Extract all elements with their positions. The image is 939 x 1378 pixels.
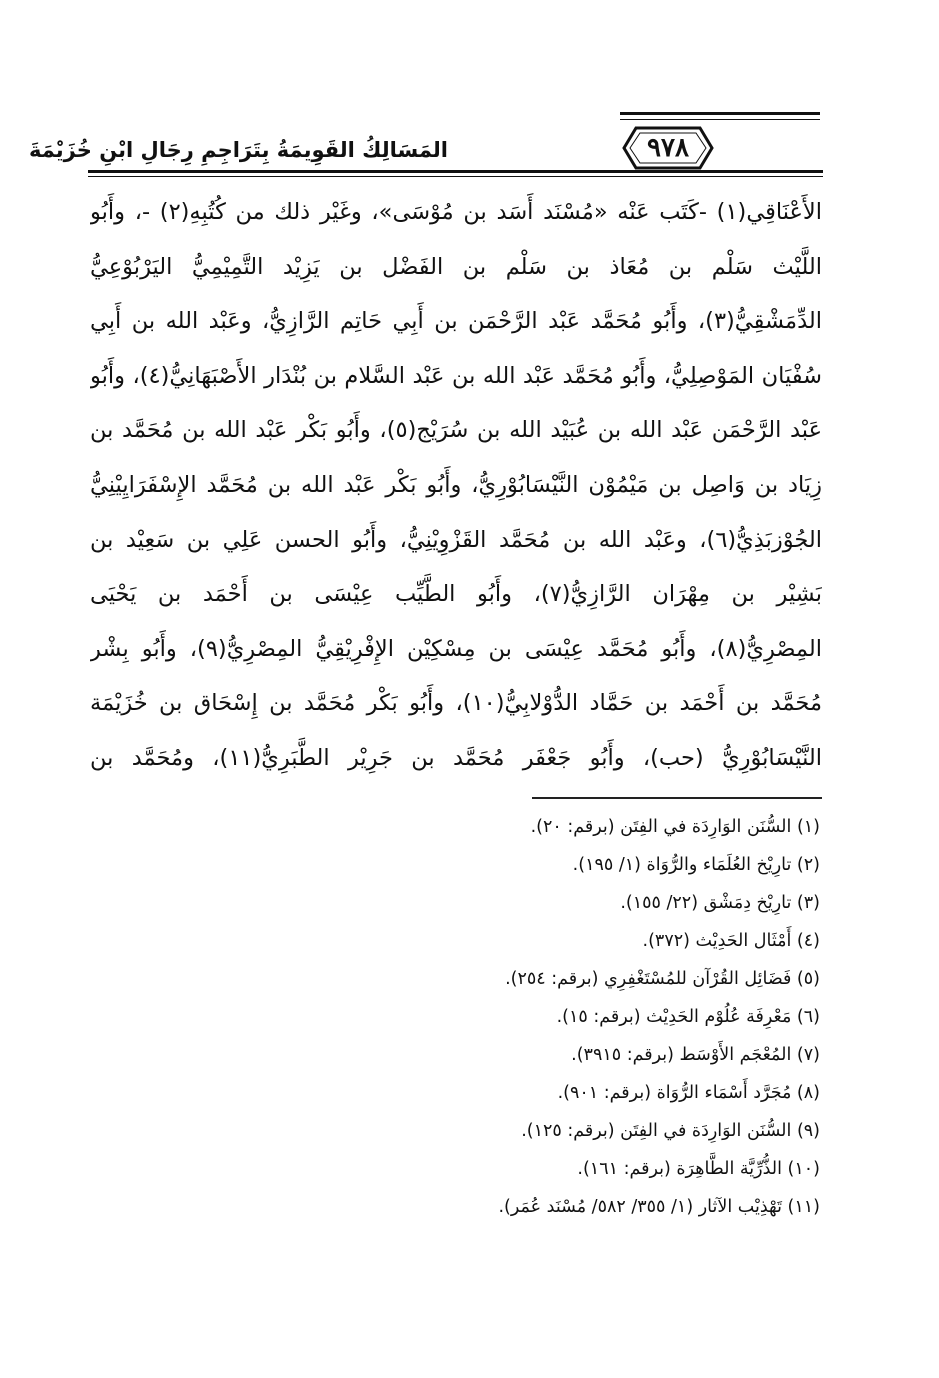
running-head-title: المَسَالِكُ القَوِيمَةُ بِتَرَاجِمِ رِجَالِ ابْنِ خُزَيْمَةَ <box>28 138 448 162</box>
footnote-separator <box>532 797 822 799</box>
text-line: سُفْيَان المَوْصِلِيُّ، وأَبُو مُحَمَّد عَبْد الله بن عَبْد السَّلام بن بُنْدَار الأَصْبَهَانِيُّ(٤)، وأَبُو <box>90 362 822 389</box>
text-line: عَبْد الرَّحْمَن عَبْد الله بن عُبَيْد الله بن سُرَيْج(٥)، وأَبُو بَكْر عَبْد الله بن مُحَمَّد بن <box>90 417 822 444</box>
text-line: بَشِيْر بن مِهْرَان الرَّازِيُّ(٧)، وأَبُو الطَّيِّب عِيْسَى بن أَحْمَد بن يَحْيَى <box>90 581 822 608</box>
text-line: النَّيْسَابُوْرِيُّ (حب)، وأَبُو جَعْفَر مُحَمَّد بن جَرِيْر الطَّبَرِيُّ(١١)، ومُحَمَّد بن <box>90 744 822 771</box>
header-top-rule <box>620 112 820 115</box>
text-line: الأَعْنَاقِي(١) -كَتَب عَنْه «مُسْنَد أَسَد بن مُوْسَى»، وغَيْر ذلك من كُتُبِهِ(٢) -، وأَبُو <box>90 199 822 225</box>
text-line: زِيَاد بن وَاصِل بن مَيْمُوْن النَّيْسَابُوْرِيُّ، وأَبُو بَكْر عَبْد الله بن مُحَمَّد الإِسْفَرَايِيْنِيُّ <box>90 471 822 498</box>
footnote: (٨) مُجَرَّد أَسْمَاء الرُّوَاة (برقم: ٩٠١). <box>557 1083 820 1103</box>
footnote: (٣) تارِيْخ دِمَشْق (٢٢/ ١٥٥). <box>620 893 820 913</box>
text-line: مُحَمَّد بن أَحْمَد بن حَمَّاد الدُّوْلابِيُّ(١٠)، وأَبُو بَكْر مُحَمَّد بن إِسْحَاق بن خُزَيْمَة <box>90 690 822 717</box>
text-line: اللَّيْث سَلْم بن مُعَاذ بن سَلْم بن الفَضْل بن يَزِيْد التَّمِيْمِيُّ اليَرْبُوْعِيُّ <box>90 253 822 280</box>
text-line: المِصْرِيُّ(٨)، وأَبُو مُحَمَّد عِيْسَى بن مِسْكِيْن الإِفْرِيْقِيُّ المِصْرِيُّ(٩)، وأَبُو بِشْر <box>90 635 822 662</box>
page-number-badge <box>622 126 714 170</box>
footnote: (٧) المُعْجَم الأَوْسَط (برقم: ٣٩١٥). <box>571 1045 820 1065</box>
text-line: الجُوْزبَذِيُّ(٦)، وعَبْد الله بن مُحَمَّد القَزْوِيْنِيُّ، وأَبُو الحسن عَلِي بن سَعِيْد بن <box>90 526 822 553</box>
footnotes <box>300 808 820 1278</box>
footnote: (٤) أَمْثَال الحَدِيْث (٣٧٢). <box>642 931 820 951</box>
header-top-rule-thin <box>620 119 820 120</box>
footnote: (١٠) الذُّرِّيَّة الطَّاهِرَة (برقم: ١٦١). <box>577 1159 820 1179</box>
footnote: (٢) تارِيْخ العُلَمَاء والرُّوَاة (١/ ١٩٥). <box>572 855 820 875</box>
header-bottom-rule <box>88 170 823 173</box>
footnote: (١) السُّنَن الوَارِدَة في الفِتَن (برقم: ٢٠). <box>530 817 820 837</box>
page-header <box>0 0 939 180</box>
footnote: (٦) مَعْرِفَة عُلُوْم الحَدِيْث (برقم: ١٥). <box>556 1007 820 1027</box>
page-number: ٩٧٨ <box>647 133 689 163</box>
footnote: (٥) فَضَائِل القُرْآن للمُسْتَغْفِرِي (برقم: ٢٥٤). <box>505 969 820 989</box>
footnote: (٩) السُّنَن الوَارِدَة في الفِتَن (برقم: ١٢٥). <box>521 1121 820 1141</box>
main-text-body <box>90 185 822 785</box>
footnote: (١١) تَهْذِيْب الآثار (١/ ٣٥٥/ ٥٨٢/ مُسْنَد عُمَر). <box>498 1197 820 1217</box>
header-bottom-rule-thin <box>88 176 823 177</box>
text-line: الدِّمَشْقِيُّ(٣)، وأَبُو مُحَمَّد عَبْد الرَّحْمَن بن أَبِي حَاتِم الرَّازِيُّ، وعَبْد الله بن أَبِي <box>90 308 822 335</box>
